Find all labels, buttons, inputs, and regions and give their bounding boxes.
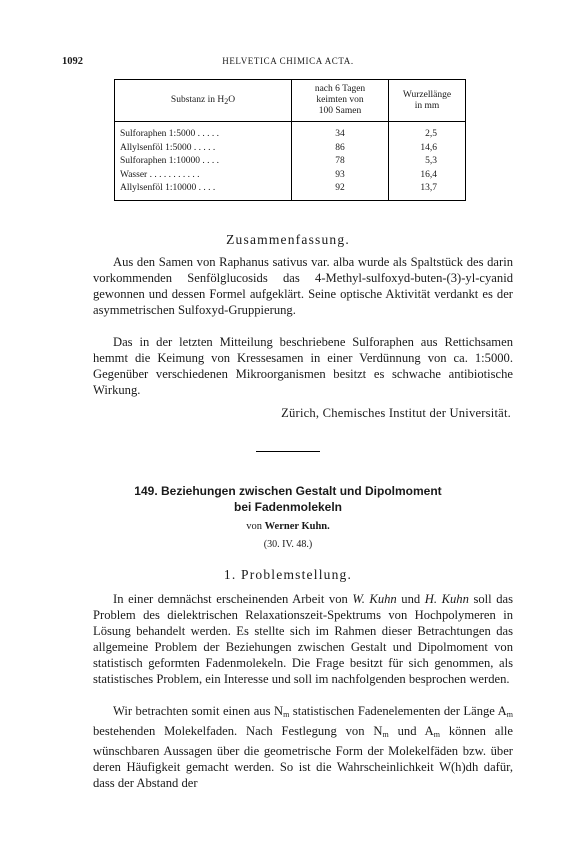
section-heading: 1. Problemstellung. <box>223 567 353 582</box>
cell-substance: Sulforaphen 1:5000 . . . . . <box>120 129 219 139</box>
table-row <box>115 155 466 169</box>
journal-title: HELVETICA CHIMICA ACTA. <box>222 56 354 66</box>
cell-root-length: 14,6 <box>389 142 466 156</box>
cell-root-length: 5,3 <box>389 155 466 169</box>
article-paragraph-1: In einer demnächst erscheinenden Arbeit von W. Kuhn und H. Kuhn soll das Problem des dielektrischen Relaxationszeit-Spektrums von Hochpolymeren in Lösung behandelt werden. Es stellte sich im Rahmen dieser Betrachtungen das allgemeine Problem der Beziehungen zwischen Gestalt und Dipolmoment von statistisch geformten Fadenmolekeln. Die Frage besitzt für sich genommen, als statistisches Problem, ein Interesse und soll im nachfolgenden besprochen werden. <box>93 592 514 686</box>
received-date: (30. IV. 48.) <box>263 539 313 550</box>
table-row <box>115 169 466 183</box>
article-title-line-2: bei Fadenmolekeln <box>233 500 343 514</box>
cell-root-length: 13,7 <box>389 182 466 200</box>
summary-heading: Zusammenfassung. <box>226 232 350 247</box>
cell-germinated: 78 <box>292 155 389 169</box>
page-number: 1092 <box>62 56 83 67</box>
author-prefix: von <box>246 521 262 532</box>
table-row <box>115 182 466 200</box>
germination-table <box>114 79 466 201</box>
summary-paragraph-2: Das in der letzten Mitteilung beschriebene Sulforaphen aus Rettichsamen hemmt die Keimung von Kressesamen in einer Verdünnung von ca. 1:5000. Gegenüber verschiedenen Mikroorganismen besitzt es schwache antibiotische Wirkung. <box>93 335 513 397</box>
cell-germinated: 34 <box>292 122 389 142</box>
article-paragraph-2: Wir betrachten somit einen aus $N_m$ statistischen Fadenelementen der Länge $A_m$ bestehenden Molekelfaden. Nach Festlegung von $N_m$ und $A_m$ können alle wünschbaren Aussagen über die geometrische Form der Molekelfäden bzw. über deren Häufigkeit gemacht werden. So ist die Wahrscheinlichkeit W(h)dh dafür, dass der Abstand der <box>93 704 513 790</box>
summary-paragraph-1: Aus den Samen von Raphanus sativus var. alba wurde als Spaltstück des darin vorkommenden Senfölglucosids das 4-Methyl-sulfoxyd-buten-(3)-yl-cyanid gewonnen und dessen Formel aufgeklärt. Seine optische Aktivität verdankt es der asymmetrischen Sulfoxyd-Gruppierung. <box>93 255 513 317</box>
col-header-germinated: nach 6 Tagen keimten von 100 Samen <box>292 80 389 122</box>
col-header-root-length: Wurzellänge in mm <box>389 80 466 122</box>
cited-author: W. Kuhn <box>352 592 397 606</box>
institution-signature: Zürich, Chemisches Institut der Universität. <box>281 406 511 420</box>
article-title-line-1: 149. Beziehungen zwischen Gestalt und Dipolmoment <box>134 484 442 498</box>
col-header-substance: Substanz in $H_2O$ <box>115 80 292 122</box>
cell-root-length: 16,4 <box>389 169 466 183</box>
cited-author: H. Kuhn <box>424 592 469 606</box>
table-row <box>115 142 466 156</box>
author-line <box>0 521 576 532</box>
table-header-row <box>115 80 466 122</box>
page-header <box>62 56 514 70</box>
cell-substance: Allylsenföl 1:5000 . . . . . <box>120 142 216 153</box>
table-row <box>115 122 466 142</box>
cell-substance: Wasser . . . . . . . . . . . <box>120 169 200 180</box>
cell-germinated: 92 <box>292 182 389 200</box>
cell-substance: Allylsenföl 1:10000 . . . . <box>120 183 216 193</box>
cell-substance: Sulforaphen 1:10000 . . . . <box>120 156 219 166</box>
cell-root-length: 2,5 <box>389 122 466 142</box>
section-divider <box>256 451 320 452</box>
author-name: Werner Kuhn. <box>264 521 330 532</box>
cell-germinated: 93 <box>292 169 389 183</box>
article-title <box>0 483 576 515</box>
cell-germinated: 86 <box>292 142 389 156</box>
